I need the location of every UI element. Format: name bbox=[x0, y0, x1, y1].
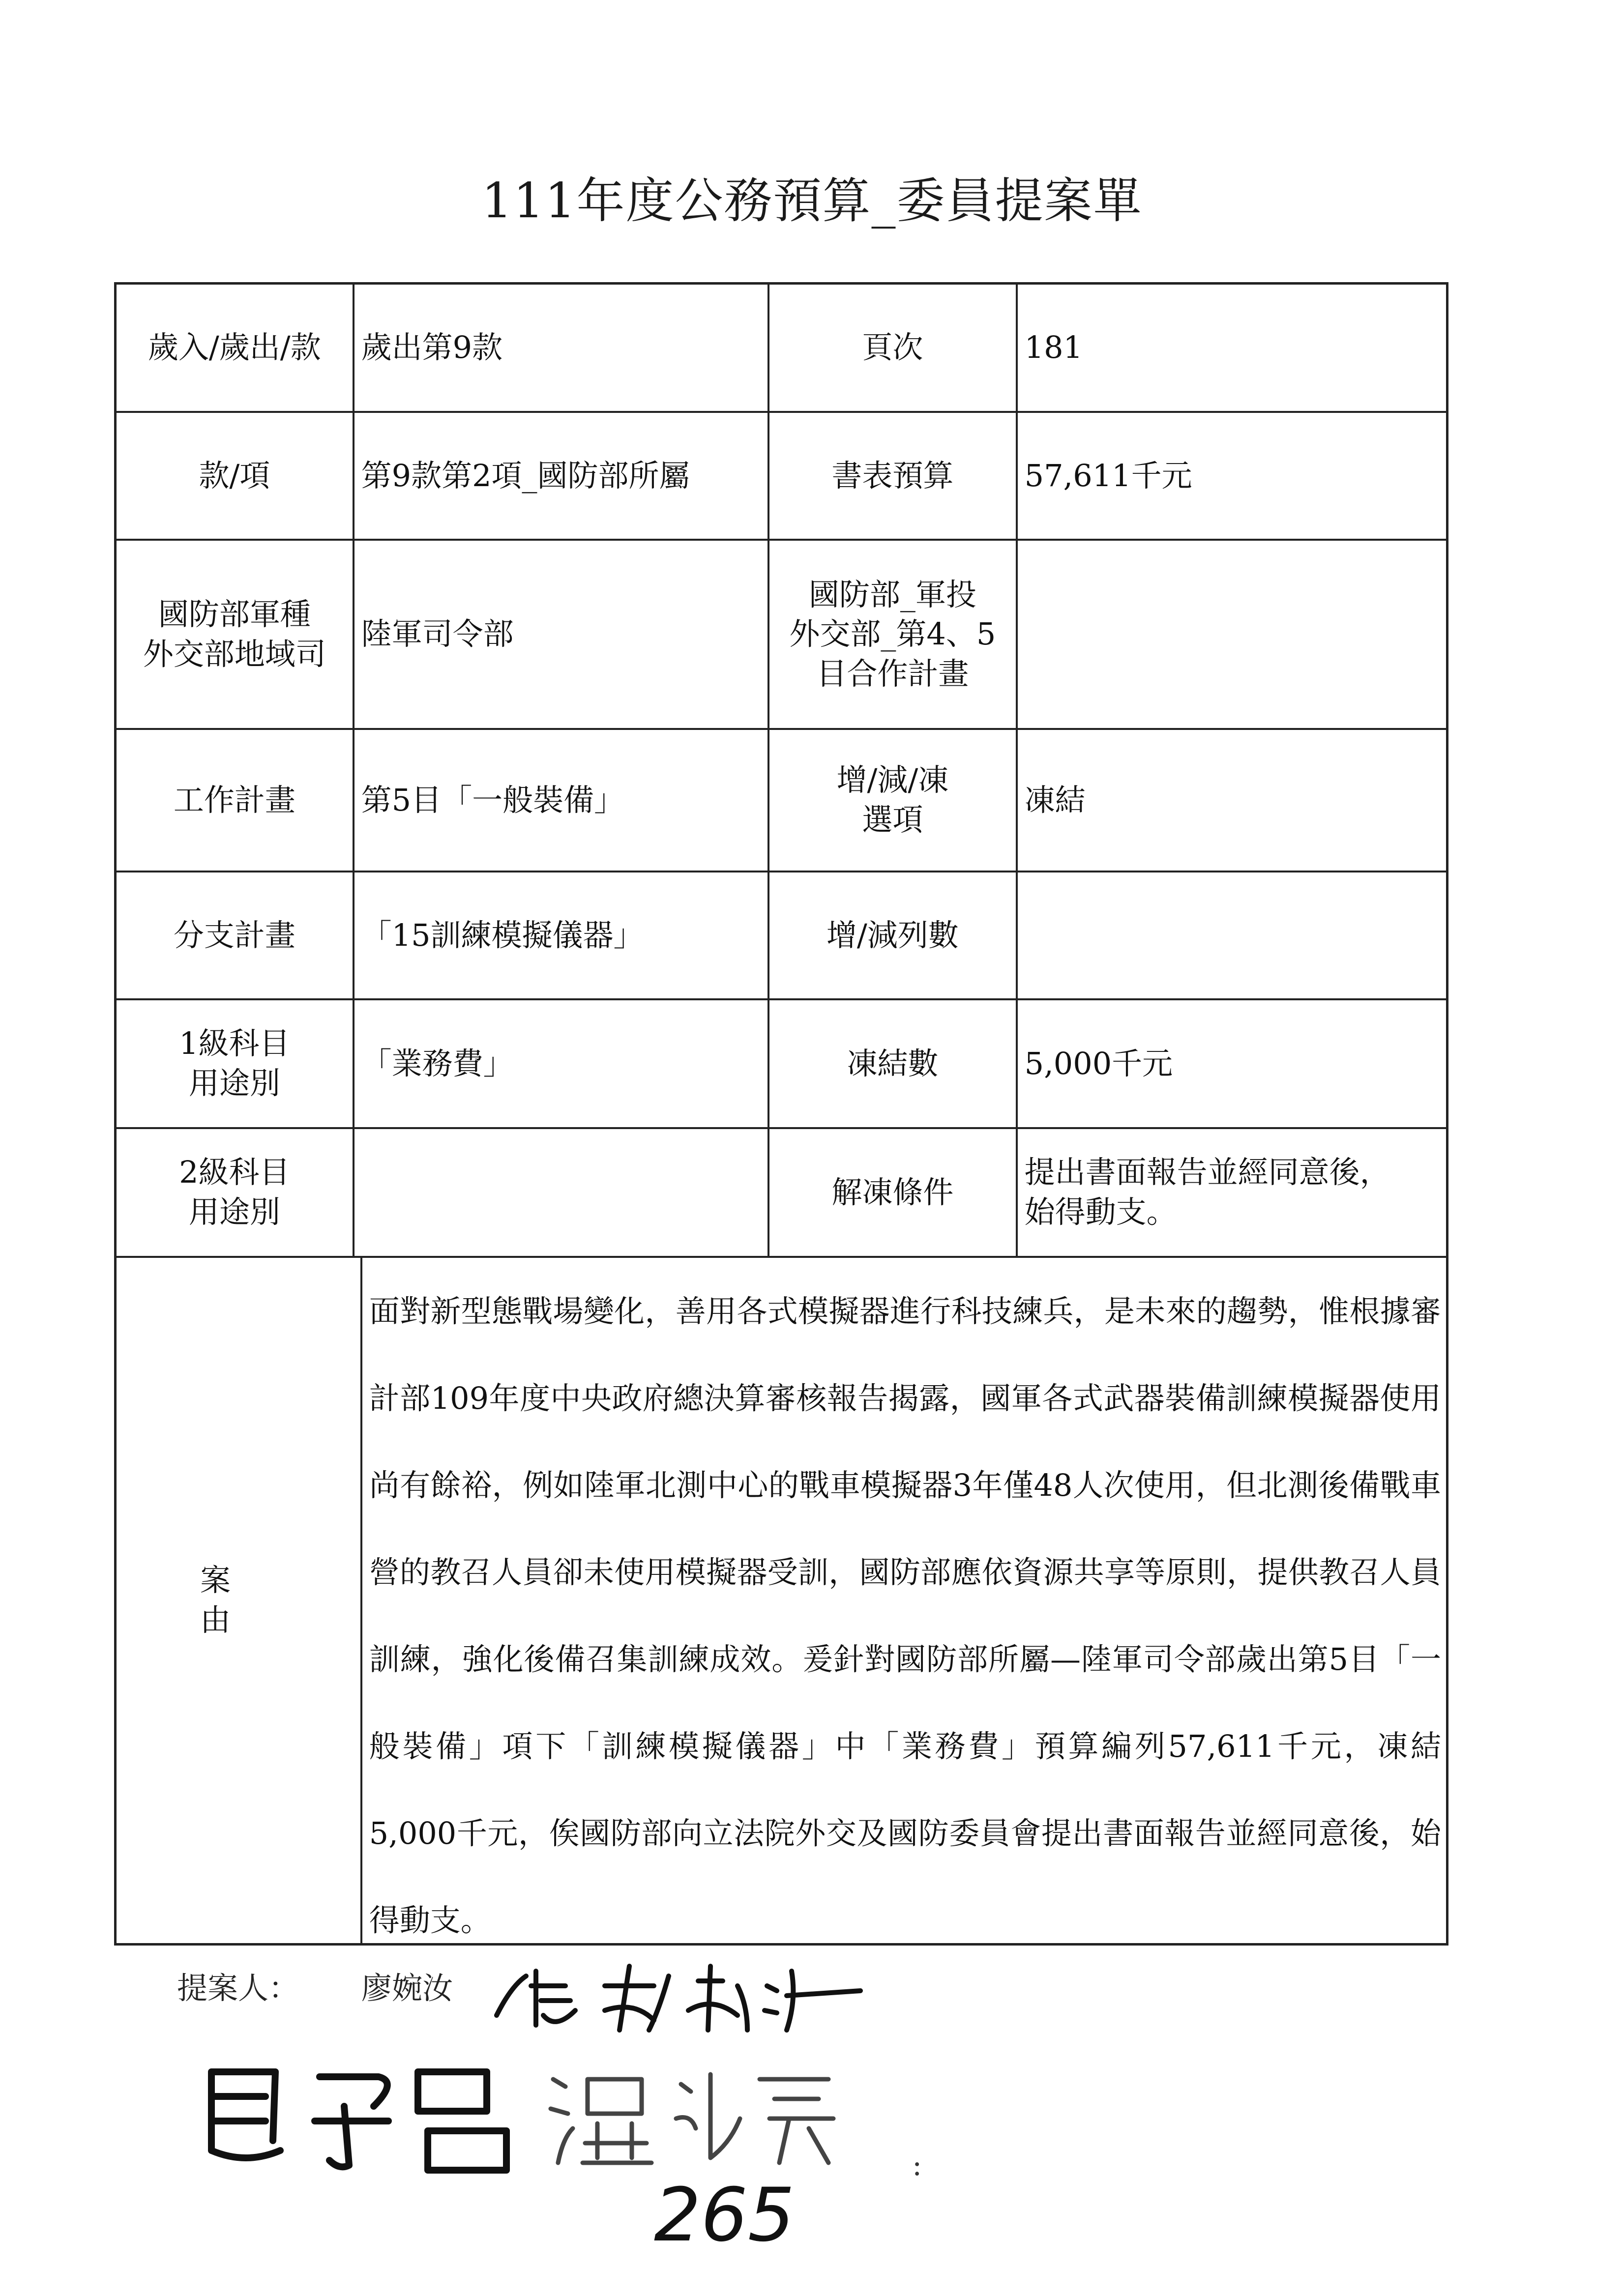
form-row bbox=[117, 1000, 1446, 1129]
value-sub-plan: 「15訓練模擬儀器」 bbox=[354, 872, 769, 998]
label-work-plan: 工作計畫 bbox=[117, 730, 354, 871]
label-budget-type: 歲入/歲出/款 bbox=[117, 285, 354, 411]
signature-liao bbox=[492, 1956, 865, 2050]
form-row bbox=[117, 285, 1446, 413]
value-section: 第9款第2項_國防部所屬 bbox=[354, 413, 769, 539]
label-level1: 1級科目 用途別 bbox=[117, 1000, 354, 1127]
label-reason: 案由 bbox=[117, 1258, 362, 1943]
label-option: 增/減/凍 選項 bbox=[769, 730, 1018, 871]
proposer-label: 提案人： bbox=[177, 1970, 299, 2006]
page-number: 265 bbox=[654, 2173, 795, 2258]
label-program: 國防部_軍投 外交部_第4、5 目合作計畫 bbox=[769, 541, 1018, 728]
stray-mark: : bbox=[912, 2148, 922, 2182]
signature-ma bbox=[192, 2052, 536, 2180]
value-program bbox=[1018, 541, 1446, 728]
signature-wen bbox=[543, 2060, 838, 2173]
label-unfreeze-condition: 解凍條件 bbox=[769, 1129, 1018, 1256]
form-row-reason bbox=[117, 1258, 1446, 1943]
value-freeze-amount: 5,000千元 bbox=[1024, 1045, 1173, 1081]
label-freeze-amount: 凍結數 bbox=[769, 1000, 1018, 1127]
value-level1: 「業務費」 bbox=[354, 1000, 769, 1127]
label-level2: 2級科目 用途別 bbox=[117, 1129, 354, 1256]
label-budget-amount: 書表預算 bbox=[769, 413, 1018, 539]
label-branch: 國防部軍種 外交部地域司 bbox=[117, 541, 354, 728]
value-work-plan: 第5目「一般裝備」 bbox=[354, 730, 769, 871]
value-budget-type: 歲出第9款 bbox=[354, 285, 769, 411]
label-page: 頁次 bbox=[769, 285, 1018, 411]
proposer-name: 廖婉汝 bbox=[361, 1970, 453, 2006]
reason-text: 面對新型態戰場變化，善用各式模擬器進行科技練兵，是未來的趨勢，惟根據審計部109年度中央政府總決算審核報告揭露，國軍各式武器裝備訓練模擬器使用尚有餘裕，例如陸軍北測中心的戰車模擬器3年僅48人次使用，但北測後備戰車營的教召人員卻未使用模擬器受訓，國防部應依資源共享等原則，提供教召人員訓練，強化後備召集訓練成效。爰針對國防部所屬—陸軍司令部歲出第5目「一般裝備」項下「訓練模擬儀器」中「業務費」預算編列57,611千元，凍結5,000千元，俟國防部向立法院外交及國防委員會提出書面報告並經同意後，始得動支。 bbox=[369, 1293, 1441, 1938]
form-row bbox=[117, 413, 1446, 541]
value-unfreeze-condition: 提出書面報告並經同意後， 始得動支。 bbox=[1024, 1154, 1390, 1230]
form-row bbox=[117, 541, 1446, 730]
label-section: 款/項 bbox=[117, 413, 354, 539]
value-branch: 陸軍司令部 bbox=[354, 541, 769, 728]
proposal-form bbox=[114, 282, 1448, 1946]
form-row bbox=[117, 872, 1446, 1000]
label-sub-plan: 分支計畫 bbox=[117, 872, 354, 998]
label-change-amount: 增/減列數 bbox=[769, 872, 1018, 998]
form-row bbox=[117, 730, 1446, 872]
value-page: 181 bbox=[1024, 329, 1083, 366]
value-change-amount bbox=[1018, 872, 1446, 998]
value-level2 bbox=[354, 1129, 769, 1256]
form-row bbox=[117, 1129, 1446, 1258]
value-option: 凍結 bbox=[1024, 782, 1086, 818]
value-budget-amount: 57,611千元 bbox=[1024, 457, 1192, 494]
form-title: 111年度公務預算_委員提案單 bbox=[481, 173, 1143, 229]
